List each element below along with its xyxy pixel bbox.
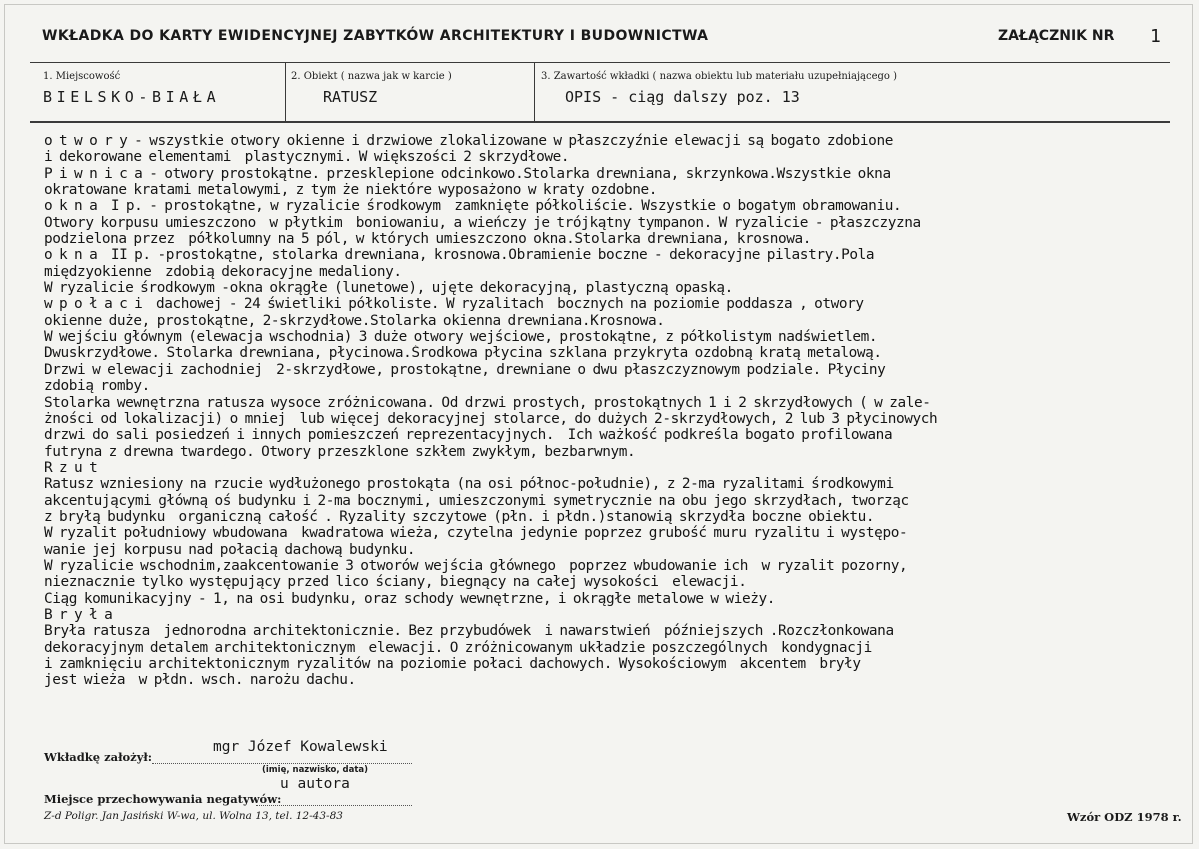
storage-value: u autora [280,776,350,792]
object-label: 2. Obiekt ( nazwa jak w karcie ) [291,71,452,82]
text-line: P i w n i c a - otwory prostokątne. przesklepione odcinkowo.Stolarka drewniana, skrzynkowa.Wszystkie okna [44,165,891,182]
header-top-rule [30,62,1170,63]
founder-hint: (imię, nazwisko, data) [262,765,369,775]
locality-label: 1. Miejscowość [43,71,121,82]
text-line: okienne duże, prostokątne, 2-skrzydłowe.Stolarka okienna drewniana.Krosnowa. [44,312,665,329]
content-value: OPIS - ciąg dalszy poz. 13 [565,88,800,106]
text-line: akcentującymi główną oś budynku i 2-ma bocznymi, umieszczonymi symetrycznie na obu jego skrzydłach, tworząc [44,492,909,509]
object-value: RATUSZ [323,88,378,106]
field-divider [285,62,286,122]
field-divider [534,62,535,122]
text-line: dekoracyjnym detalem architektonicznym elewacji. O zróżnicowanym układzie poszczególnych kondygnacji [44,639,872,656]
text-line: okratowane kratami metalowymi, z tym że niektóre wyposażono w kraty ozdobne. [44,182,658,199]
storage-dotted-line [256,805,412,806]
text-line: zdobią romby. [44,378,150,395]
text-line: Drzwi w elewacji zachodniej 2-skrzydłowe, prostokątne, drewniane o dwu płaszczyznowym podziale. Płyciny [44,361,886,378]
text-line: Ratusz wzniesiony na rzucie wydłużonego prostokąta (na osi północ-południe), z 2-ma ryzalitami środkowymi [44,476,894,493]
text-line: podzielona przez półkolumny na 5 pól, w których umieszczono okna.Stolarka drewniana, krosnowa. [44,231,812,248]
printer-note: Z-d Poligr. Jan Jasiński W-wa, ul. Wolna 13, tel. 12-43-83 [44,810,343,822]
text-line: o t w o r y - wszystkie otwory okienne i drzwiowe zlokalizowane w płaszczyźnie elewacji są bogato zdobione [44,133,893,149]
text-line: z bryłą budynku organiczną całość . Ryzality szczytowe (płn. i płdn.)stanowią skrzydła boczne obiektu. [44,508,875,525]
founder-value: mgr Józef Kowalewski [213,739,388,755]
text-line: wanie jej korpusu nad połacią dachową budynku. [44,541,416,558]
header-bottom-rule [30,121,1170,123]
text-line: Ciąg komunikacyjny - 1, na osi budynku, oraz schody wewnętrzne, i okrągłe metalowe w wieży. [44,590,776,607]
text-line: Dwuskrzydłowe. Stolarka drewniana, płycinowa.Środkowa płycina szklana przykryta ozdobną kratą metalową. [44,345,882,362]
text-line: i dekorowane elementami plastycznymi. W większości 2 skrzydłowe. [44,149,570,166]
text-line: drzwi do sali posiedzeń i innych pomieszczeń reprezentacyjnych. Ich ważkość podkreśla bogato profilowana [44,427,893,444]
form-title: WKŁADKA DO KARTY EWIDENCYJNEJ ZABYTKÓW ARCHITEKTURY I BUDOWNICTWA [42,28,709,44]
text-line: żności od lokalizacji) o mniej lub więcej dekoracyjnej stolarce, do dużych 2-skrzydłowych, 2 lub 3 płycinowych [44,410,938,427]
text-line: o k n a I p. - prostokątne, w ryzalicie środkowym zamknięte półkoliście. Wszystkie o bogatym obramowaniu. [44,198,902,215]
text-line: W ryzalit południowy wbudowana kwadratowa wieża, czytelna jedynie poprzez grubość muru ryzalitu i występo- [44,525,908,542]
text-line: B r y ł a [44,606,113,623]
text-line: R z u t [44,459,98,476]
typewritten-description [44,133,1184,689]
content-label: 3. Zawartość wkładki ( nazwa obiektu lub materiału uzupełniającego ) [541,71,898,82]
text-line: Bryła ratusza jednorodna architektonicznie. Bez przybudówek i nawarstwień późniejszych .Rozczłonkowana [44,623,894,640]
form-model: Wzór ODZ 1978 r. [1067,810,1182,824]
founder-label: Wkładkę założył: [44,750,153,764]
text-line: nieznacznie tylko występujący przed lico ściany, biegnący na całej wysokości elewacji. [44,574,747,591]
text-line: Stolarka wewnętrzna ratusza wysoce zróżnicowana. Od drzwi prostych, prostokątnych 1 i 2 skrzydłowych ( w zale- [44,394,931,411]
text-line: o k n a II p. -prostokątne, stolarka drewniana, krosnowa.Obramienie boczne - dekoracyjne pilastry.Pola [44,247,875,264]
text-line: międzyokienne zdobią dekoracyjne medaliony. [44,263,402,280]
attachment-number: 1 [1150,26,1161,47]
text-line: futryna z drewna twardego. Otwory przeszklone szkłem zwykłym, bezbarwnym. [44,443,636,460]
text-line: Otwory korpusu umieszczono w płytkim boniowaniu, a wieńczy je trójkątny tympanon. W ryzalicie - płaszczyzna [44,214,921,231]
locality-value: BIELSKO-BIAŁA [43,88,221,106]
text-line: W ryzalicie wschodnim,zaakcentowanie 3 otworów wejścia głównego poprzez wbudowanie ich w ryzalit pozorny, [44,557,908,574]
text-line: w p o ł a c i dachowej - 24 świetliki półkoliste. W ryzalitach bocznych na poziomie poddasza , otwory [44,296,864,313]
storage-label: Miejsce przechowywania negatywów: [44,792,282,806]
text-line: i zamknięciu architektonicznym ryzalitów na poziomie połaci dachowych. Wysokościowym akcentem bryły [44,656,861,672]
text-line: W wejściu głównym (elewacja wschodnia) 3 duże otwory wejściowe, prostokątne, z półkolistym nadświetlem. [44,329,878,346]
text-line: jest wieża w płdn. wsch. narożu dachu. [44,672,356,689]
text-line: W ryzalicie środkowym -okna okrągłe (lunetowe), ujęte dekoracyjną, plastyczną opaską. [44,280,733,297]
attachment-label: ZAŁĄCZNIK NR [998,28,1115,44]
founder-dotted-line [152,763,412,764]
